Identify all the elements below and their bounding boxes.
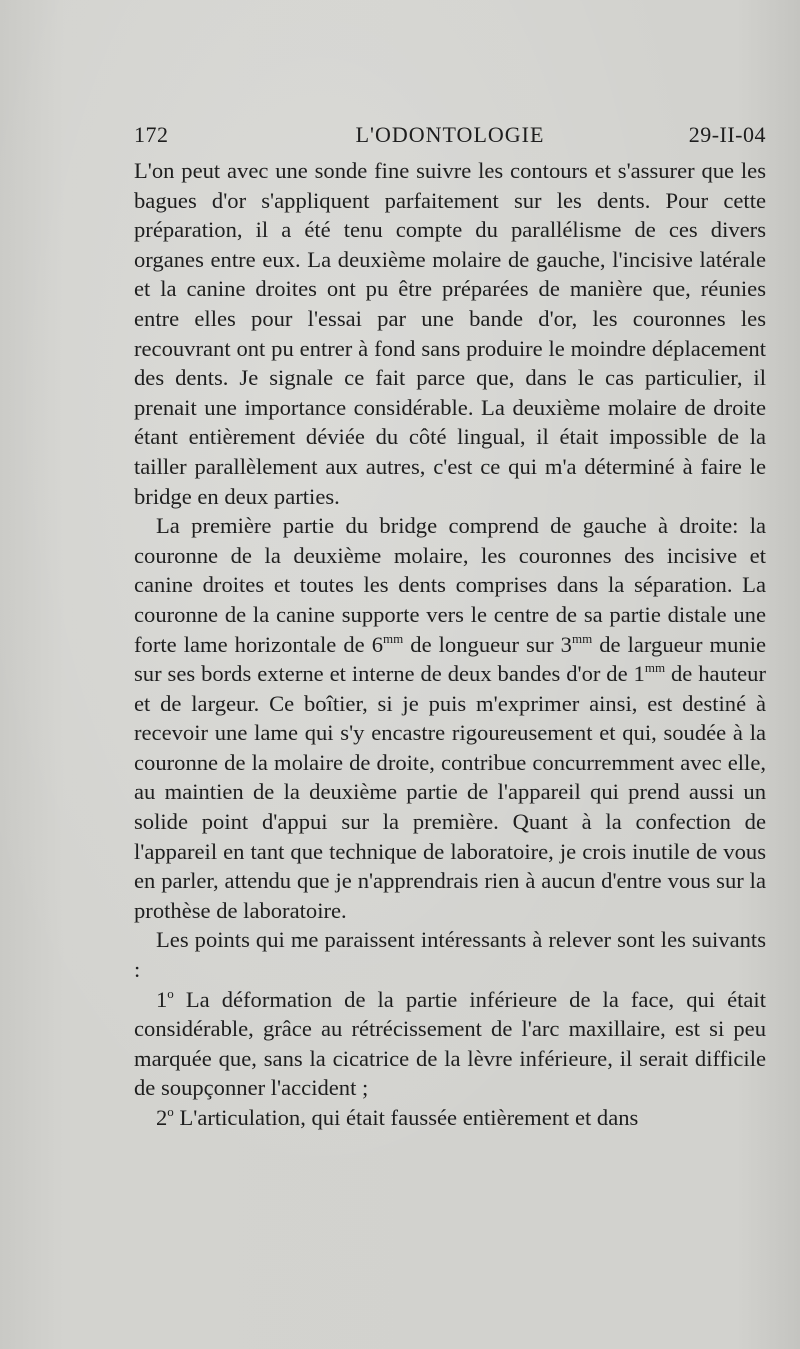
unit-mm-sup: mm [644,660,666,676]
list-marker-2: 2 [156,1105,168,1130]
body-text [134,156,766,1133]
list-item-1-text: La déformation de la partie inférieure de la face, qui était considérable, grâce au rétrécissement de l'arc maxillaire, est si peu marquée que, sans la cicatrice de la lèvre inférieure, il serait difficile de soupçonner l'accident ; [134,986,766,1101]
paragraph-2-text-a: La première partie du bridge comprend de gauche à droite: la couronne de la deuxième molaire, les couronnes des incisive et canine droites et toutes les dents comprises dans la séparation. La couronne de la canine supporte vers le centre de sa partie distale une forte lame horizontale de 6 [134,513,766,657]
paragraph-2 [134,511,766,925]
list-marker-1-sup: o [167,985,174,1001]
paragraph-3 [134,925,766,984]
paragraph-1-text: L'on peut avec une sonde fine suivre les contours et s'assurer que les bagues d'or s'appliquent parfaitement sur les dents. Pour cette préparation, il a été tenu compte du parallélisme de ces divers organes entre eux. La deuxième molaire de gauche, l'incisive latérale et la canine droites ont pu être préparées de manière que, réunies entre elles pour l'essai par une bande d'or, les couronnes les recouvrant ont pu entrer à fond sans produire le moindre déplacement des dents. Je signale ce fait parce que, dans le cas particulier, il prenait une importance considérable. La deuxième molaire de droite étant entièrement déviée du côté lingual, il était impossible de la tailler parallèlement aux autres, c'est ce qui m'a déterminé à faire le bridge en deux parties. [134,158,766,509]
unit-mm-sup: mm [571,630,593,646]
list-item-2-text: L'articulation, qui était faussée entièrement et dans [173,1105,639,1130]
unit-mm-sup: mm [383,630,404,646]
list-marker-2-sup: o [167,1104,174,1119]
issue-date: 29-II-04 [688,122,766,147]
list-item-1 [134,985,766,1103]
list-item-2 [134,1103,766,1133]
paragraph-1 [134,156,766,511]
list-marker-1: 1 [156,986,168,1012]
paragraph-2-text-d: de hauteur et de largeur. Ce boîtier, si je puis m'exprimer ainsi, est destiné à recevoir une lame qui s'y encastre rigoureusement et qui, soudée à la couronne de la molaire de droite, contribue concurremment avec elle, au maintien de la deuxième partie de l'appareil qui prend aussi un solide point d'appui sur la première. Quant à la confection de l'appareil en tant que technique de laboratoire, je crois inutile de vous en parler, attendu que je n'apprendrais rien à aucun d'entre vous sur la prothèse de laboratoire. [134,661,767,923]
page-header [134,122,766,152]
running-title: L'ODONTOLOGIE [355,122,545,147]
paragraph-3-text: Les points qui me paraissent intéressants à relever sont les suivants : [134,927,766,983]
paragraph-2-text-c: de largueur munie sur ses bords externe et interne de deux bandes d'or de 1 [134,631,766,687]
paragraph-2-text-b: de longueur sur 3 [403,631,572,657]
page-number: 172 [134,122,169,147]
